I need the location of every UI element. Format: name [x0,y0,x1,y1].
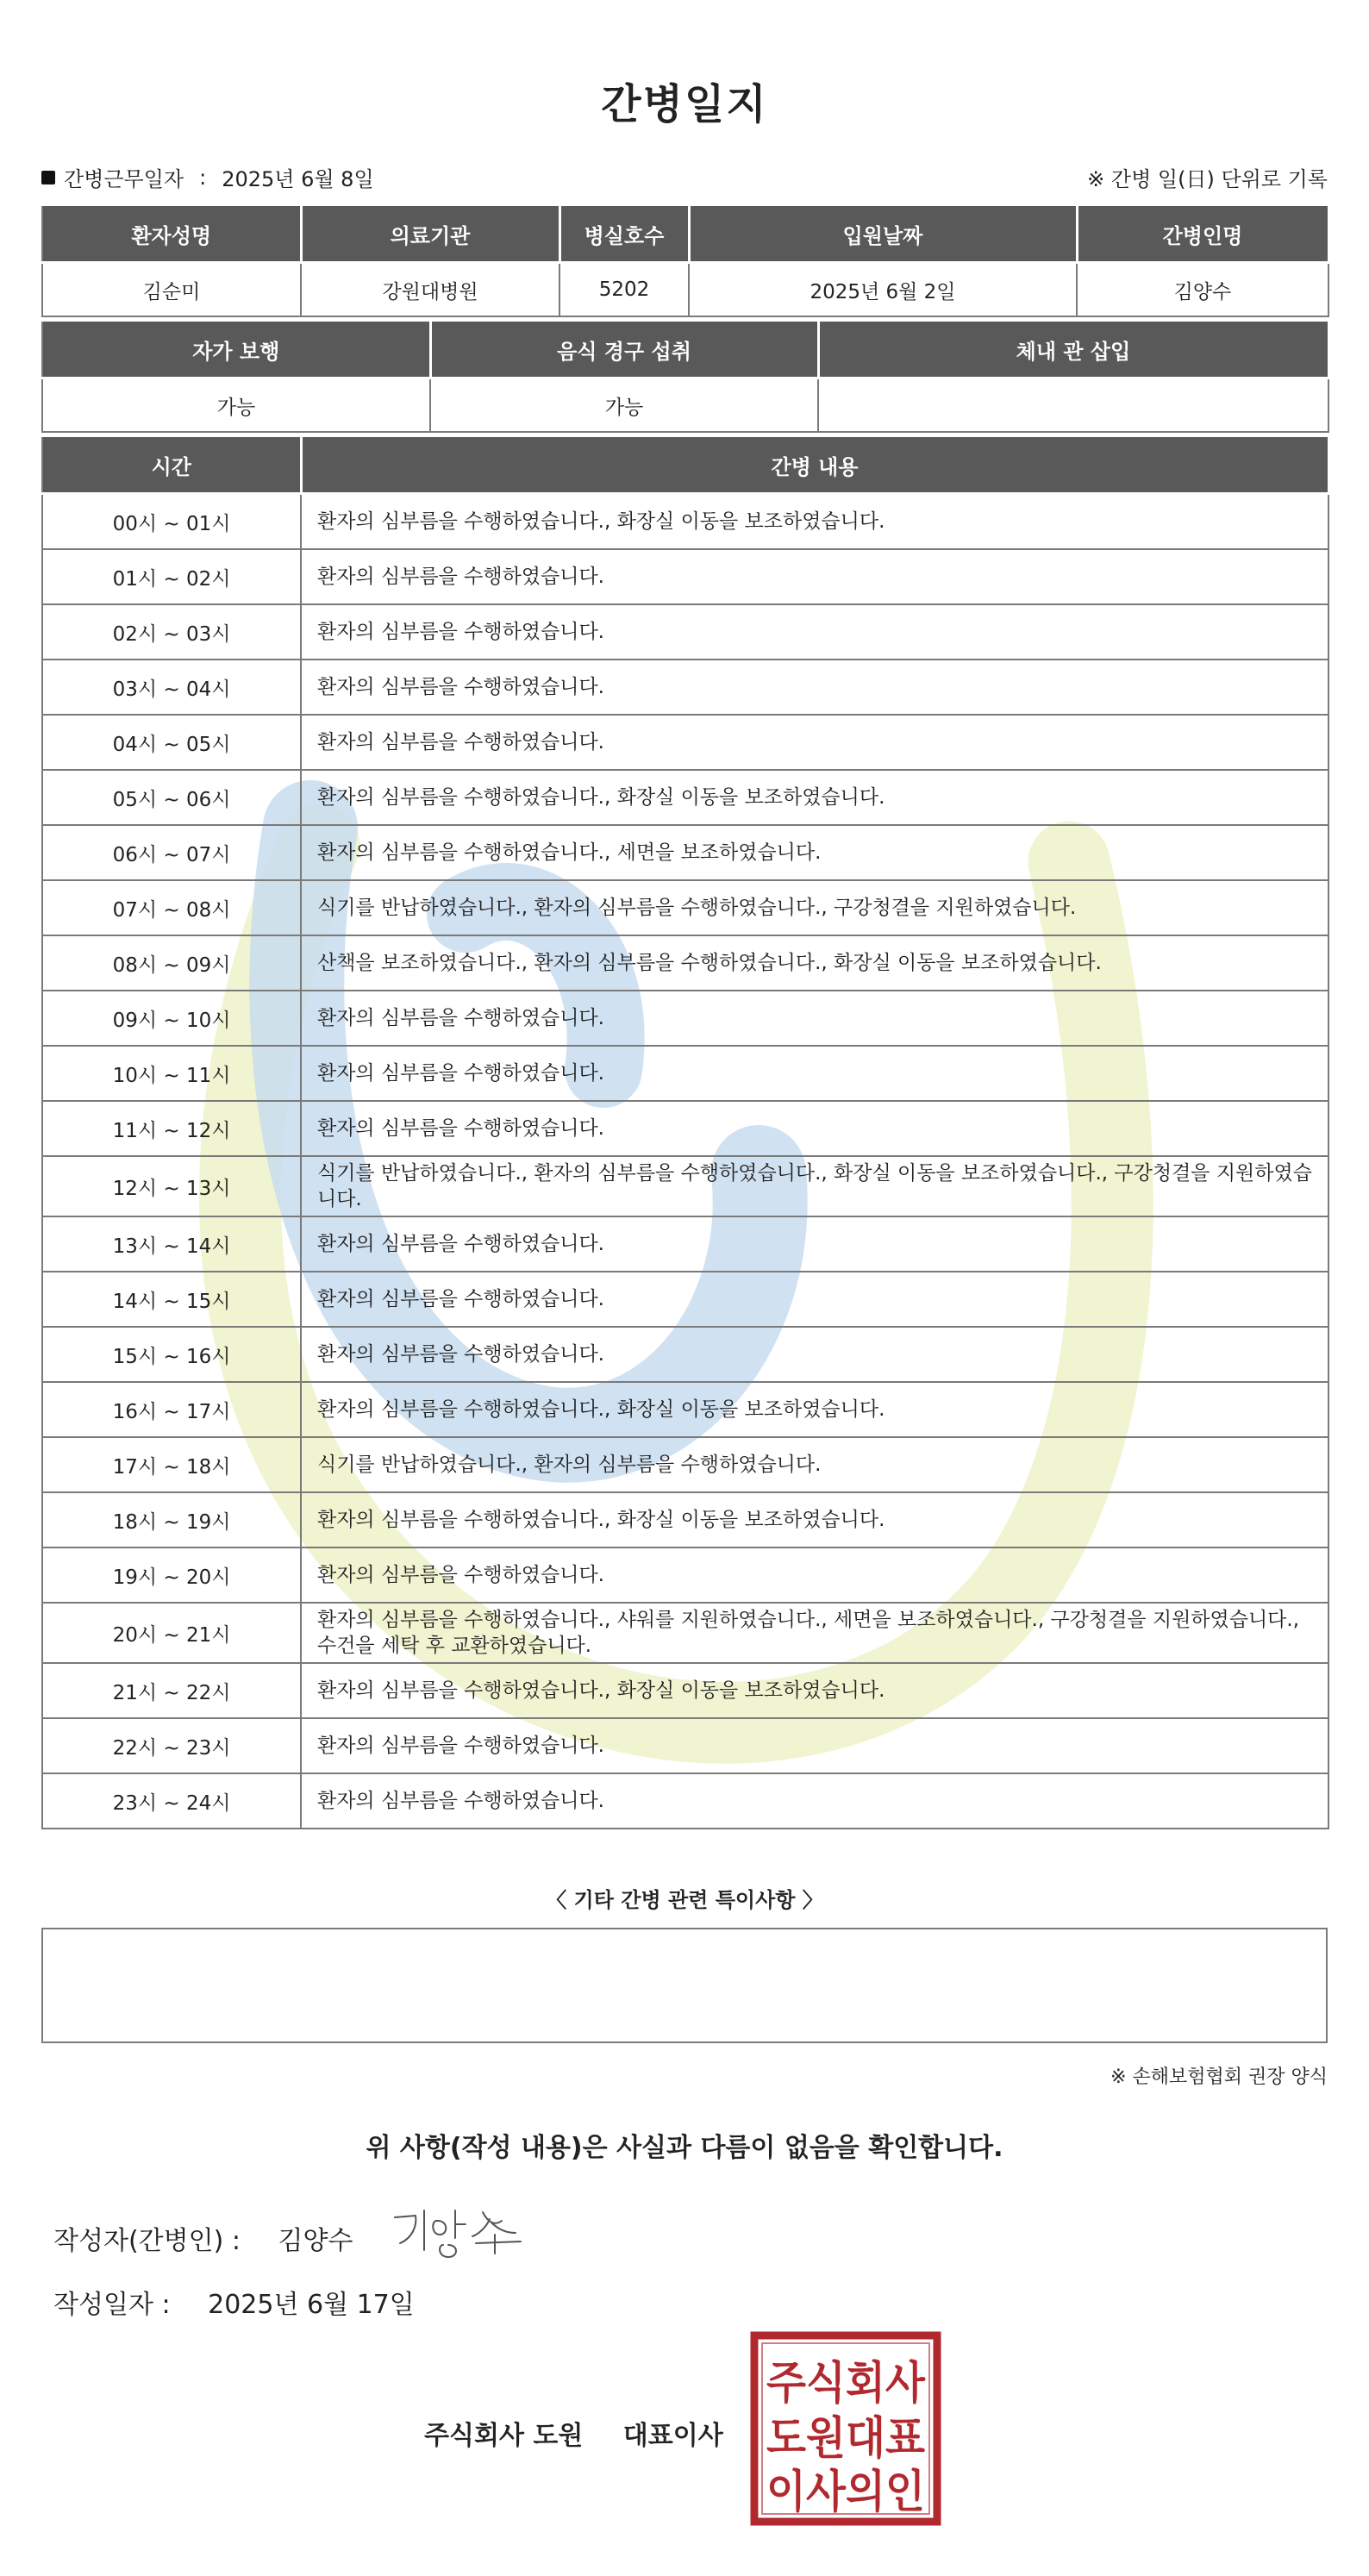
table-row [42,770,1328,825]
table-row [42,880,1328,935]
care-content-cell: 환자의 심부름을 수행하였습니다., 화장실 이동을 보조하였습니다. [301,494,1328,550]
representative-title: 대표이사 [622,2421,723,2451]
care-content-cell: 환자의 심부름을 수행하였습니다. [301,1547,1328,1603]
care-content-cell: 환자의 심부름을 수행하였습니다. [301,1272,1328,1327]
care-content-cell: 환자의 심부름을 수행하였습니다., 화장실 이동을 보조하였습니다. [301,770,1328,825]
tube-insertion-cell [818,378,1328,433]
hospital-cell: 강원대병원 [301,263,559,317]
table-row [42,1603,1328,1663]
care-content-cell: 환자의 심부름을 수행하였습니다. [301,549,1328,604]
time-slot-cell: 16시 ~ 17시 [42,1382,301,1437]
table-row [42,1718,1328,1773]
time-slot-cell: 23시 ~ 24시 [42,1773,301,1829]
written-date-value: 2025년 6월 17일 [208,2290,415,2320]
time-slot-cell: 05시 ~ 06시 [42,770,301,825]
care-content-cell: 식기를 반납하였습니다., 환자의 심부름을 수행하였습니다. [301,1437,1328,1492]
patient-info-table [41,203,1330,317]
table-row [42,991,1328,1046]
form-note: ※ 손해보험협회 권장 양식 [1110,2066,1328,2088]
time-slot-cell: 18시 ~ 19시 [42,1492,301,1547]
time-slot-cell: 06시 ~ 07시 [42,825,301,880]
company-name: 주식회사 도원 [424,2421,584,2451]
special-notes-box [41,1928,1328,2043]
time-slot-cell: 09시 ~ 10시 [42,991,301,1046]
care-content-cell: 환자의 심부름을 수행하였습니다., 샤워를 지원하였습니다., 세면을 보조하였습니다., 구강청결을 지원하였습니다., 수건을 세탁 후 교환하였습니다. [301,1603,1328,1663]
table-row [42,1327,1328,1382]
care-content-cell: 환자의 심부름을 수행하였습니다., 세면을 보조하였습니다. [301,825,1328,880]
time-slot-cell: 15시 ~ 16시 [42,1327,301,1382]
svg-text:도원대표: 도원대표 [766,2413,925,2465]
patient-status-table [41,319,1330,433]
author-name: 김양수 [278,2226,353,2256]
care-content-cell: 환자의 심부름을 수행하였습니다. [301,1327,1328,1382]
care-content-cell: 환자의 심부름을 수행하였습니다. [301,1773,1328,1829]
hospital-header: 의료기관 [301,205,559,263]
time-slot-cell: 01시 ~ 02시 [42,549,301,604]
time-slot-cell: 17시 ~ 18시 [42,1437,301,1492]
care-log-body [42,494,1328,1829]
care-content-cell: 환자의 심부름을 수행하였습니다., 화장실 이동을 보조하였습니다. [301,1382,1328,1437]
walking-cell: 가능 [42,378,430,433]
patient-name-header: 환자성명 [42,205,301,263]
table-row [42,604,1328,660]
room-cell: 5202 [559,263,689,317]
caregiver-header: 간병인명 [1077,205,1328,263]
table-row [42,1773,1328,1829]
written-date-label: 작성일자 : [53,2290,171,2320]
time-header: 시간 [42,436,301,494]
svg-text:주식회사: 주식회사 [766,2358,926,2410]
care-content-cell: 환자의 심부름을 수행하였습니다. [301,991,1328,1046]
table-row [42,494,1328,550]
table-row [42,1101,1328,1156]
care-content-header: 간병 내용 [301,436,1328,494]
table-row [42,549,1328,604]
author-label: 작성자(간병인) : [53,2226,241,2256]
square-bullet-icon [41,171,55,184]
admission-date-cell: 2025년 6월 2일 [689,263,1077,317]
care-content-cell: 환자의 심부름을 수행하였습니다. [301,604,1328,660]
company-signoff [424,2414,723,2452]
care-content-cell: 환자의 심부름을 수행하였습니다. [301,1718,1328,1773]
care-content-cell: 식기를 반납하였습니다., 환자의 심부름을 수행하였습니다., 구강청결을 지원하였습니다. [301,880,1328,935]
written-date-line [53,2283,415,2321]
time-slot-cell: 12시 ~ 13시 [42,1156,301,1216]
table-row [42,1492,1328,1547]
tube-insertion-header: 체내 관 삽입 [818,321,1328,378]
care-content-cell: 환자의 심부름을 수행하였습니다. [301,660,1328,715]
care-content-cell: 환자의 심부름을 수행하였습니다. [301,1046,1328,1101]
table-row [42,1437,1328,1492]
table-row [42,1046,1328,1101]
special-notes-title: 〈 기타 간병 관련 특이사항 〉 [546,1888,823,1912]
care-content-cell: 환자의 심부름을 수행하였습니다., 화장실 이동을 보조하였습니다. [301,1492,1328,1547]
time-slot-cell: 10시 ~ 11시 [42,1046,301,1101]
work-date-line [41,162,374,192]
care-content-cell: 환자의 심부름을 수행하였습니다. [301,1101,1328,1156]
table-row [42,1382,1328,1437]
table-row [42,935,1328,991]
patient-name-cell: 김순미 [42,263,301,317]
page-title: 간병일지 [601,80,768,128]
time-slot-cell: 11시 ~ 12시 [42,1101,301,1156]
table-row [42,1216,1328,1272]
confirmation-statement: 위 사항(작성 내용)은 사실과 다름이 없음을 확인합니다. [366,2133,1003,2163]
care-content-cell: 환자의 심부름을 수행하였습니다. [301,715,1328,770]
care-content-cell: 환자의 심부름을 수행하였습니다. [301,1216,1328,1272]
table-row [42,1156,1328,1216]
table-row [42,660,1328,715]
care-content-cell: 산책을 보조하였습니다., 환자의 심부름을 수행하였습니다., 화장실 이동을 보조하였습니다. [301,935,1328,991]
svg-text:이사의인: 이사의인 [766,2467,925,2518]
care-content-cell: 환자의 심부름을 수행하였습니다., 화장실 이동을 보조하였습니다. [301,1663,1328,1718]
time-slot-cell: 04시 ~ 05시 [42,715,301,770]
care-content-cell: 식기를 반납하였습니다., 환자의 심부름을 수행하였습니다., 화장실 이동을 보조하였습니다., 구강청결을 지원하였습니다. [301,1156,1328,1216]
oral-intake-header: 음식 경구 섭취 [430,321,818,378]
table-row [42,825,1328,880]
time-slot-cell: 14시 ~ 15시 [42,1272,301,1327]
caregiver-cell: 김양수 [1077,263,1328,317]
time-slot-cell: 02시 ~ 03시 [42,604,301,660]
time-slot-cell: 21시 ~ 22시 [42,1663,301,1718]
table-row [42,1547,1328,1603]
company-seal-stamp [750,2331,941,2526]
care-log-table [41,435,1330,1829]
time-slot-cell: 03시 ~ 04시 [42,660,301,715]
work-date-separator: : [199,165,207,190]
time-slot-cell: 00시 ~ 01시 [42,494,301,550]
time-slot-cell: 07시 ~ 08시 [42,880,301,935]
time-slot-cell: 20시 ~ 21시 [42,1603,301,1663]
author-line [53,2219,353,2257]
work-date-label: 간병근무일자 [64,167,184,191]
time-slot-cell: 08시 ~ 09시 [42,935,301,991]
admission-date-header: 입원날짜 [689,205,1077,263]
walking-header: 자가 보행 [42,321,430,378]
table-row [42,715,1328,770]
time-slot-cell: 19시 ~ 20시 [42,1547,301,1603]
room-header: 병실호수 [559,205,689,263]
oral-intake-cell: 가능 [430,378,818,433]
handwritten-signature [386,2200,533,2269]
unit-note: ※ 간병 일(日) 단위로 기록 [1087,167,1328,191]
table-row [42,1272,1328,1327]
time-slot-cell: 13시 ~ 14시 [42,1216,301,1272]
work-date-value: 2025년 6월 8일 [222,167,374,191]
table-row [42,1663,1328,1718]
time-slot-cell: 22시 ~ 23시 [42,1718,301,1773]
